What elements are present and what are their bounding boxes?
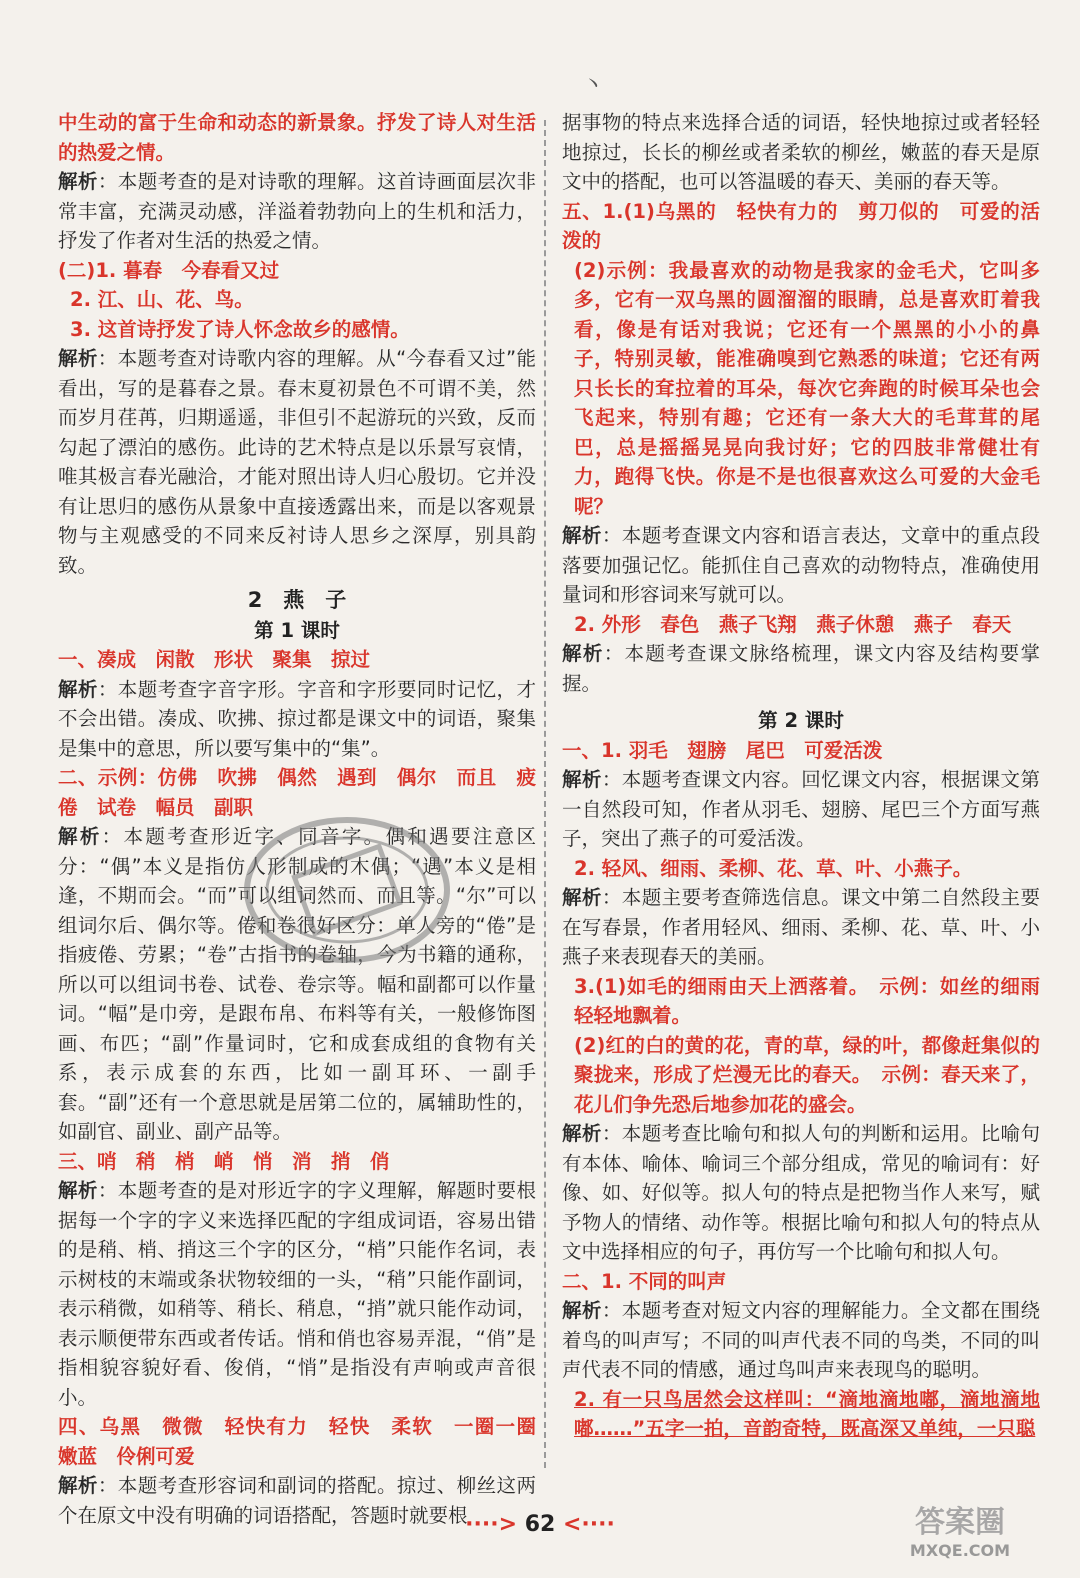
answer-text: 2. 江、山、花、鸟。 (70, 288, 254, 311)
answer-text: (二)1. 暮春 今春看又过 (58, 258, 280, 282)
answer-text: 四、乌黑 微微 轻快有力 轻快 柔软 一圈一圈 嫩蓝 伶俐可爱 (58, 1415, 556, 1468)
answer-text: 2. 有一只鸟居然会这样叫：“滴地滴地嘟，滴地滴地嘟……”五字一拍，音韵奇特，既高深又单纯，一只聪 (574, 1387, 1040, 1440)
analysis-paragraph (58, 167, 536, 256)
analysis-paragraph (58, 822, 536, 1147)
analysis-label: 解析 (58, 1179, 98, 1202)
analysis-text: ：本题考查形近字、同音字。偶和遇要注意区分：“偶”本义是指仿人形制成的木偶；“遇”本义是相逢，不期而会。“而”可以组词然而、而且等。“尔”可以组词尔后、偶尔等。倦和卷很好区分：单人旁的“倦”是指疲倦、劳累；“卷”古指书的卷轴，今为书籍的通称，所以可以组词书卷、试卷、卷宗等。幅和副都可以作量词。“幅”是巾旁，是跟布帛、布料等有关，一般修饰图画、布匹；“副”作量词时，它和成套成组的食物有关系，表示成套的东西，比如一副耳环、一副手套。“副”还有一个意思就是居第二位的，属辅助性的，如副官、副业、副产品等。 (58, 825, 536, 1143)
analysis-label: 解析 (562, 524, 602, 547)
analysis-paragraph (562, 521, 1040, 610)
answer-text: 三、哨 稍 梢 峭 悄 消 捎 俏 (58, 1149, 390, 1173)
analysis-paragraph (562, 639, 1040, 698)
analysis-paragraph (562, 1119, 1040, 1267)
answer-text: 一、1. 羽毛 翅膀 尾巴 可爱活泼 (562, 738, 883, 762)
lesson-title: 2 燕 子 (247, 588, 347, 612)
answer-text: 二、示例：仿佛 吹拂 偶然 遇到 偶尔 而且 疲倦 试卷 幅员 副职 (58, 766, 536, 819)
analysis-label: 解析 (58, 677, 98, 701)
analysis-text: ：本题考查对短文内容的理解能力。全文都在围绕着鸟的叫声写；不同的叫声代表不同的鸟类，不同的叫声代表不同的情感，通过鸟叫声来表现鸟的聪明。 (562, 1299, 1040, 1381)
analysis-text: ：本题主要考查筛选信息。课文中第二自然段主要在写春景，作者用轻风、细雨、柔柳、花、草、叶、小燕子来表现春天的美丽。 (562, 886, 1040, 968)
answer-text: 中生动的富于生命和动态的新景象。抒发了诗人对生活的热爱之情。 (58, 111, 536, 164)
tick-mark: 丶 (582, 73, 605, 98)
analysis-text: ：本题考查的是对诗歌的理解。这首诗画面层次非常丰富，充满灵动感，洋溢着勃勃向上的生机和活力，抒发了作者对生活的热爱之情。 (58, 170, 536, 252)
analysis-text: ：本题考查形容词和副词的搭配。掠过、柳丝这两个在原文中没有明确的词语搭配，答题时就要根 (58, 1474, 536, 1527)
analysis-text: ：本题考查课文内容和语言表达，文章中的重点段落要加强记忆。能抓住自己喜欢的动物特点，准确使用量词和形容词来写就可以。 (562, 524, 1040, 606)
analysis-label: 解析 (58, 825, 102, 848)
analysis-text: ：本题考查对诗歌内容的理解。从“今春看又过”能看出，写的是暮春之景。春末夏初景色不可谓不美，然而岁月荏苒，归期遥遥，非但引不起游玩的兴致，反而勾起了漂泊的感伤。此诗的艺术特点是以乐景写哀情，唯其极言春光融洽，才能对照出诗人归心殷切。它并没有让思归的感伤从景象中直接透露出来，而是以客观景物与主观感受的不同来反衬诗人思乡之深厚，别具韵致。 (58, 347, 536, 577)
watermark-text: 答案圈 (915, 1505, 1005, 1540)
page-number: 62 (524, 1512, 556, 1537)
analysis-label: 解析 (562, 642, 604, 665)
analysis-label: 解析 (58, 170, 98, 193)
page-arrow-right: <···· (562, 1512, 615, 1537)
analysis-paragraph (562, 765, 1040, 854)
answer-text: (2)红的白的黄的花，青的草，绿的叶，都像赶集似的聚拢来，形成了烂漫无比的春天。 示例：春天来了，花儿们争先恐后地参加花的盛会。 (574, 1033, 1040, 1116)
answer-text: 2. 外形 春色 燕子飞翔 燕子休憩 燕子 春天 (574, 612, 1012, 636)
answer-text: 3.(1)如毛的细雨由天上洒落着。 示例：如丝的细雨轻轻地飘着。 (574, 974, 1040, 1027)
analysis-label: 解析 (562, 1299, 602, 1322)
period-title: 第 2 课时 (758, 709, 844, 732)
analysis-text: ：本题考查课文脉络梳理，课文内容及结构要掌握。 (562, 642, 1040, 695)
watermark-url: MXQE.COM (909, 1541, 1011, 1560)
column-divider (544, 120, 546, 1468)
analysis-label: 解析 (58, 1474, 98, 1497)
analysis-text: ：本题考查的是对形近字的字义理解，解题时要根据每一个字的字义来选择匹配的字组成词语，容易出错的是稍、梢、捎这三个字的区分，“梢”只能作名词，表示树枝的末端或条状物较细的一头，“稍”只能作副词，表示稍微，如稍等、稍长、稍息，“捎”就只能作动词，表示顺便带东西或者传话。悄和俏也容易弄混，“俏”是指相貌容貌好看、俊俏，“悄”是指没有声响或声音很小。 (58, 1179, 536, 1409)
answer-text: 一、凑成 闲散 形状 聚集 掠过 (58, 648, 371, 671)
analysis-paragraph (58, 1176, 536, 1412)
answer-text: 2. 轻风、细雨、柔柳、花、草、叶、小燕子。 (574, 856, 973, 880)
analysis-label: 解析 (562, 1122, 602, 1145)
watermark-logo (860, 1496, 1060, 1562)
analysis-text: 据事物的特点来选择合适的词语，轻快地掠过或者轻轻地掠过，长长的柳丝或者柔软的柳丝，嫩蓝的春天是原文中的搭配，也可以答温暖的春天、美丽的春天等。 (562, 111, 1040, 193)
analysis-paragraph (562, 883, 1040, 972)
analysis-paragraph (562, 1296, 1040, 1385)
analysis-text: ：本题考查课文内容。回忆课文内容，根据课文第一自然段可知，作者从羽毛、翅膀、尾巴三个方面写燕子，突出了燕子的可爱活泼。 (562, 768, 1040, 850)
answer-text: 3. 这首诗抒发了诗人怀念故乡的感情。 (70, 317, 410, 341)
analysis-text: ：本题考查比喻句和拟人句的判断和运用。比喻句有本体、喻体、喻词三个部分组成，常见的喻词有：好像、如、好似等。拟人句的特点是把物当作人来写，赋予物人的情绪、动作等。根据比喻句和拟人句的特点从文中选择相应的句子，再仿写一个比喻句和拟人句。 (562, 1122, 1040, 1263)
analysis-label: 解析 (58, 347, 98, 370)
answer-text: 二、1. 不同的叫声 (562, 1269, 727, 1293)
analysis-label: 解析 (562, 886, 602, 909)
period-title: 第 1 课时 (254, 618, 340, 642)
answer-text: (2)示例：我最喜欢的动物是我家的金毛犬，它叫多多，它有一双乌黑的圆溜溜的眼睛，总是喜欢盯着我看，像是有话对我说；它还有一个黑黑的小小的鼻子，特别灵敏，能准确嗅到它熟悉的味道；它还有两只长长的耷拉着的耳朵，每次它奔跑的时候耳朵也会飞起来，特别有趣；它还有一条大大的毛茸茸的尾巴，总是摇摇晃晃向我讨好；它的四肢非常健壮有力，跑得飞快。你是不是也很喜欢这么可爱的大金毛呢？ (574, 258, 1040, 518)
analysis-text: ：本题考查字音字形。字音和字形要同时记忆，才不会出错。凑成、吹拂、掠过都是课文中的词语，聚集是集中的意思，所以要写集中的“集”。 (58, 677, 536, 760)
analysis-paragraph (58, 344, 536, 580)
right-column (562, 108, 1040, 1444)
answer-text: 五、1.(1)乌黑的 轻快有力的 剪刀似的 可爱的活泼的 (562, 199, 1040, 252)
analysis-paragraph (58, 675, 536, 764)
page-arrow-left: ····> (465, 1512, 518, 1537)
analysis-label: 解析 (562, 768, 602, 791)
